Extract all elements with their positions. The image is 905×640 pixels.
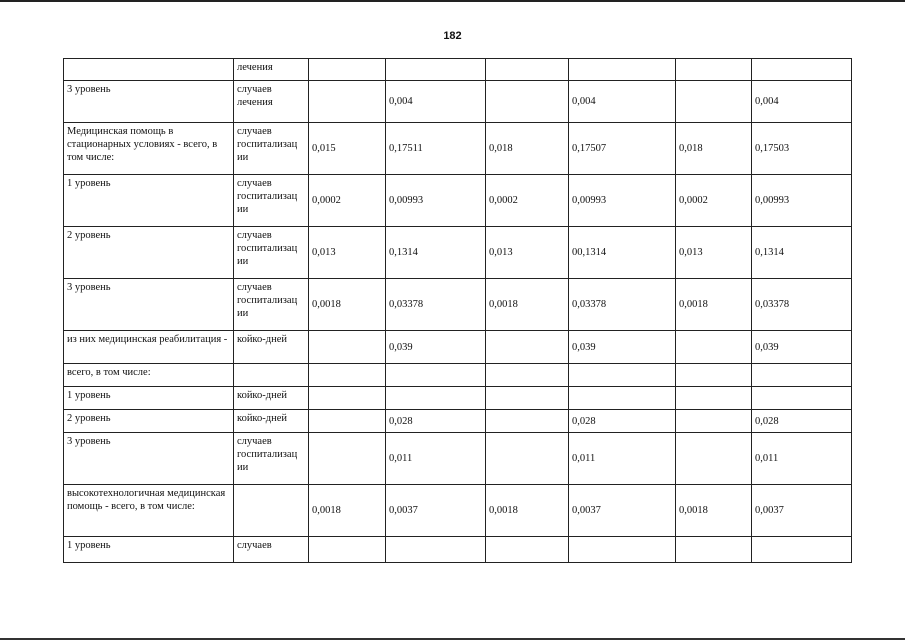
value-cell: 0,028 [569, 410, 676, 433]
unit-cell: случаев госпитализац ии [234, 123, 309, 175]
unit-cell: койко-дней [234, 387, 309, 410]
row-label-cell [64, 59, 234, 81]
row-label-cell: 2 уровень [64, 227, 234, 279]
value-cell: 0,028 [386, 410, 486, 433]
value-cell [309, 410, 386, 433]
unit-cell [234, 364, 309, 387]
unit-cell: койко-дней [234, 331, 309, 364]
value-cell [386, 387, 486, 410]
unit-cell: случаев лечения [234, 81, 309, 123]
value-cell: 0,028 [752, 410, 852, 433]
value-cell [486, 59, 569, 81]
row-label-cell: 3 уровень [64, 433, 234, 485]
value-cell [386, 59, 486, 81]
value-cell: 0,011 [386, 433, 486, 485]
value-cell [752, 364, 852, 387]
value-cell: 0,0018 [676, 279, 752, 331]
value-cell [676, 364, 752, 387]
value-cell [676, 433, 752, 485]
value-cell: 0,013 [309, 227, 386, 279]
value-cell [676, 81, 752, 123]
value-cell [676, 537, 752, 563]
value-cell [309, 387, 386, 410]
row-label-cell: 1 уровень [64, 175, 234, 227]
value-cell: 0,015 [309, 123, 386, 175]
value-cell: 0,0018 [676, 485, 752, 537]
value-cell [486, 433, 569, 485]
table-row [64, 81, 852, 123]
value-cell [676, 331, 752, 364]
row-label-cell: 3 уровень [64, 81, 234, 123]
value-cell: 0,0002 [486, 175, 569, 227]
data-table [63, 58, 852, 563]
value-cell: 0,0018 [486, 279, 569, 331]
value-cell [386, 364, 486, 387]
table-row [64, 331, 852, 364]
value-cell: 0,1314 [752, 227, 852, 279]
table-row [64, 410, 852, 433]
value-cell: 0,011 [752, 433, 852, 485]
value-cell: 0,00993 [569, 175, 676, 227]
table-row [64, 227, 852, 279]
value-cell: 0,004 [386, 81, 486, 123]
value-cell [386, 537, 486, 563]
unit-cell: случаев госпитализац ии [234, 433, 309, 485]
value-cell: 0,004 [752, 81, 852, 123]
value-cell [569, 59, 676, 81]
row-label-cell: из них медицинская реабилитация - [64, 331, 234, 364]
value-cell [309, 537, 386, 563]
page-top-edge [0, 0, 905, 2]
page-number: 182 [443, 30, 462, 42]
value-cell [486, 364, 569, 387]
table-row [64, 433, 852, 485]
value-cell: 0,013 [676, 227, 752, 279]
value-cell: 0,00993 [752, 175, 852, 227]
value-cell: 0,004 [569, 81, 676, 123]
value-cell: 0,17503 [752, 123, 852, 175]
value-cell [309, 81, 386, 123]
unit-cell [234, 485, 309, 537]
value-cell: 0,0037 [569, 485, 676, 537]
unit-cell: лечения [234, 59, 309, 81]
table-row [64, 279, 852, 331]
value-cell: 0,0018 [309, 279, 386, 331]
table-row [64, 537, 852, 563]
value-cell [486, 331, 569, 364]
table-body [64, 59, 852, 563]
value-cell: 0,018 [676, 123, 752, 175]
unit-cell: случаев [234, 537, 309, 563]
value-cell [676, 387, 752, 410]
value-cell [309, 59, 386, 81]
value-cell: 0,03378 [752, 279, 852, 331]
value-cell [486, 537, 569, 563]
row-label-cell: всего, в том числе: [64, 364, 234, 387]
value-cell: 0,0018 [309, 485, 386, 537]
value-cell [676, 59, 752, 81]
value-cell [486, 387, 569, 410]
value-cell: 0,0037 [386, 485, 486, 537]
value-cell: 0,011 [569, 433, 676, 485]
unit-cell: койко-дней [234, 410, 309, 433]
table-row [64, 59, 852, 81]
table-row [64, 387, 852, 410]
value-cell: 0,03378 [386, 279, 486, 331]
row-label-cell: высокотехнологичная медицинская помощь - всего, в том числе: [64, 485, 234, 537]
value-cell [309, 331, 386, 364]
table-row [64, 485, 852, 537]
value-cell: 0,0002 [676, 175, 752, 227]
value-cell: 0,03378 [569, 279, 676, 331]
value-cell: 0,00993 [386, 175, 486, 227]
value-cell [486, 410, 569, 433]
value-cell: 0,17507 [569, 123, 676, 175]
row-label-cell: 1 уровень [64, 387, 234, 410]
value-cell: 0,0018 [486, 485, 569, 537]
value-cell: 00,1314 [569, 227, 676, 279]
value-cell [569, 387, 676, 410]
value-cell [569, 364, 676, 387]
value-cell [752, 537, 852, 563]
value-cell [569, 537, 676, 563]
table-row [64, 123, 852, 175]
value-cell [752, 387, 852, 410]
unit-cell: случаев госпитализац ии [234, 279, 309, 331]
value-cell [309, 433, 386, 485]
table-row [64, 364, 852, 387]
value-cell: 0,0002 [309, 175, 386, 227]
value-cell: 0,013 [486, 227, 569, 279]
value-cell: 0,039 [752, 331, 852, 364]
value-cell: 0,039 [386, 331, 486, 364]
row-label-cell: 1 уровень [64, 537, 234, 563]
value-cell: 0,0037 [752, 485, 852, 537]
row-label-cell: Медицинская помощь в стационарных условиях - всего, в том числе: [64, 123, 234, 175]
value-cell: 0,018 [486, 123, 569, 175]
value-cell: 0,1314 [386, 227, 486, 279]
value-cell: 0,17511 [386, 123, 486, 175]
row-label-cell: 2 уровень [64, 410, 234, 433]
unit-cell: случаев госпитализац ии [234, 175, 309, 227]
value-cell: 0,039 [569, 331, 676, 364]
table-row [64, 175, 852, 227]
unit-cell: случаев госпитализац ии [234, 227, 309, 279]
value-cell [309, 364, 386, 387]
value-cell [486, 81, 569, 123]
row-label-cell: 3 уровень [64, 279, 234, 331]
value-cell [752, 59, 852, 81]
value-cell [676, 410, 752, 433]
